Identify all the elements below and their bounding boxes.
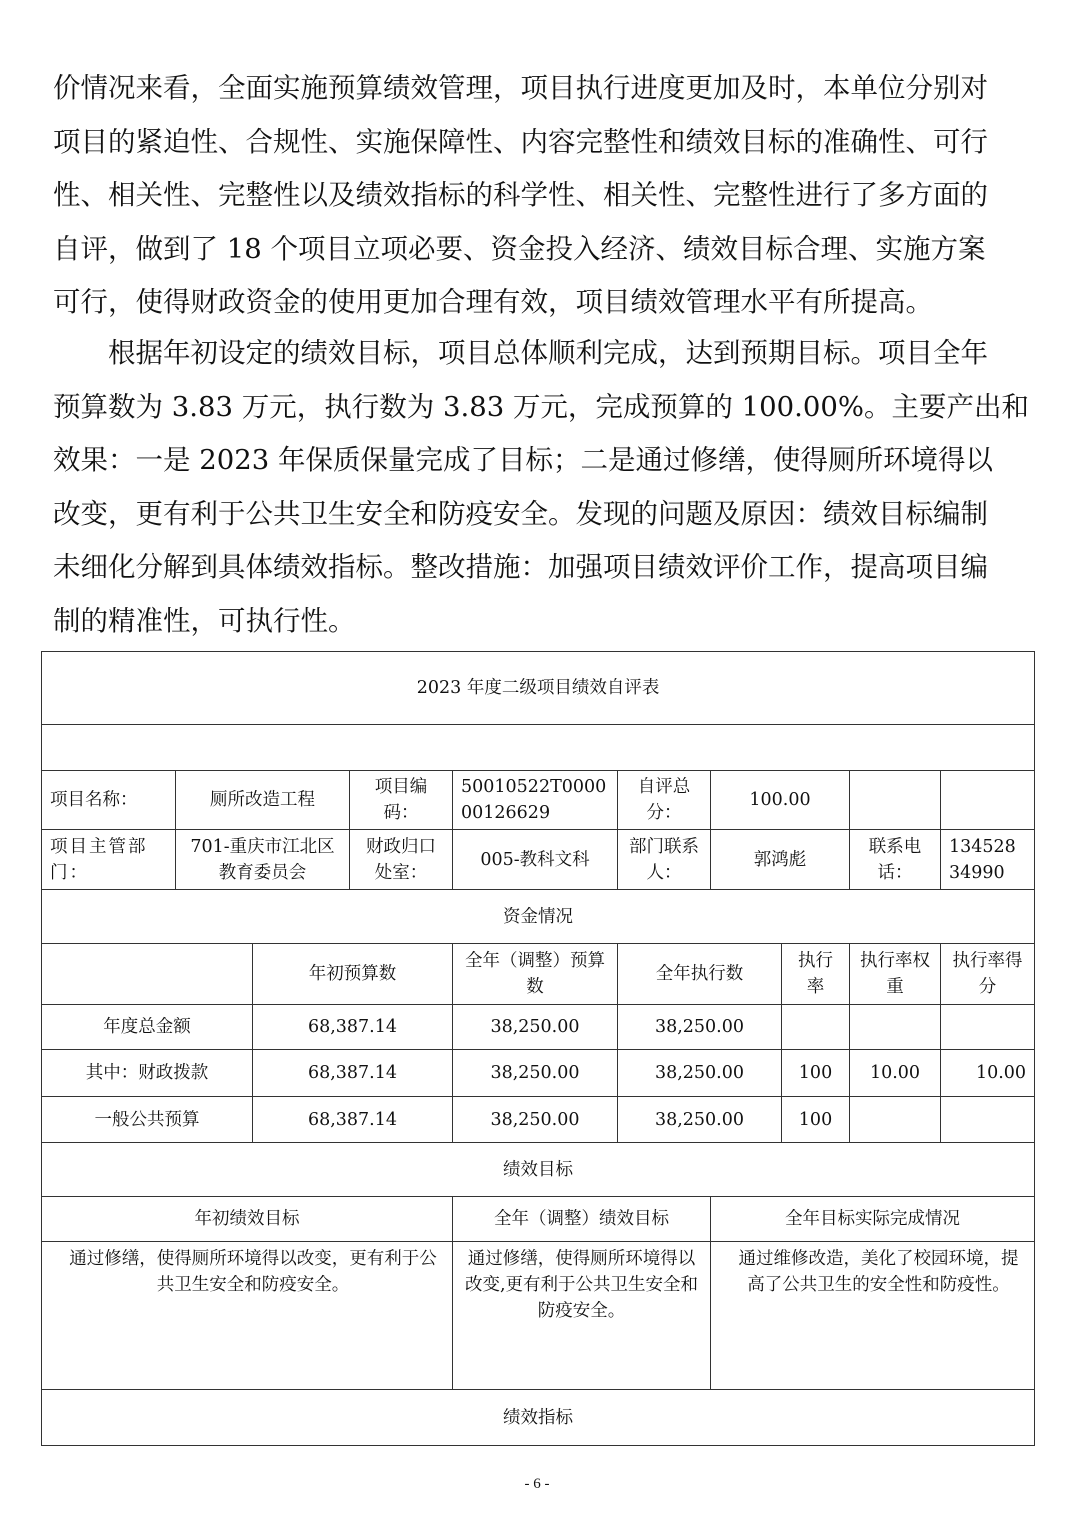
blank-row bbox=[42, 725, 1035, 771]
table-row bbox=[42, 1005, 1035, 1050]
phone-number: 13452834990 bbox=[941, 830, 1035, 890]
text-line: 制的精准性，可执行性。 bbox=[53, 604, 356, 637]
exec-rate: 100 bbox=[782, 1097, 850, 1143]
text-line: 项目的紧迫性、合规性、实施保障性、内容完整性和绩效目标的准确性、可行 bbox=[53, 125, 988, 158]
project-name: 厕所改造工程 bbox=[176, 771, 350, 830]
score-label: 自评总分： bbox=[618, 771, 711, 830]
table-row bbox=[42, 1097, 1035, 1143]
text-line: 预算数为 3.83 万元，执行数为 3.83 万元，完成预算的 100.00%。主要产出和 bbox=[53, 390, 1030, 423]
self-evaluation-table bbox=[41, 651, 1035, 1446]
phone-label: 联系电话： bbox=[850, 830, 941, 890]
goals-section-header: 绩效目标 bbox=[42, 1143, 1035, 1197]
rate-score: 10.00 bbox=[941, 1050, 1035, 1097]
row-label: 其中：财政拨款 bbox=[42, 1050, 253, 1097]
indicators-section-header: 绩效指标 bbox=[42, 1390, 1035, 1446]
text-line: 价情况来看，全面实施预算绩效管理，项目执行进度更加及时，本单位分别对 bbox=[53, 72, 988, 104]
adjusted-budget: 38,250.00 bbox=[453, 1005, 618, 1050]
table-row bbox=[42, 1050, 1035, 1097]
contact-label: 部门联系人： bbox=[618, 830, 711, 890]
project-code-label: 项目编码： bbox=[350, 771, 453, 830]
initial-budget: 68,387.14 bbox=[253, 1005, 453, 1050]
body-paragraph-2 bbox=[53, 327, 1030, 648]
row-label: 一般公共预算 bbox=[42, 1097, 253, 1143]
rate-weight bbox=[850, 1005, 941, 1050]
goal-actual-text: 通过维修改造，美化了校园环境，提高了公共卫生的安全性和防疫性。 bbox=[711, 1242, 1035, 1390]
dept-name: 701-重庆市江北区教育委员会 bbox=[176, 830, 350, 890]
col-rate-score: 执行率得分 bbox=[941, 944, 1035, 1005]
empty-header-cell bbox=[42, 944, 253, 1005]
empty-cell bbox=[850, 771, 941, 830]
goal-adjusted-text: 通过修缮，使得厕所环境得以改变,更有利于公共卫生安全和防疫安全。 bbox=[453, 1242, 711, 1390]
initial-budget: 68,387.14 bbox=[253, 1050, 453, 1097]
executed-amount: 38,250.00 bbox=[618, 1050, 782, 1097]
project-name-label: 项目名称： bbox=[42, 771, 176, 830]
text-line: 根据年初设定的绩效目标，项目总体顺利完成，达到预期目标。项目全年 bbox=[53, 337, 988, 369]
adjusted-budget: 38,250.00 bbox=[453, 1097, 618, 1143]
row-label: 年度总金额 bbox=[42, 1005, 253, 1050]
contact-name: 郭鸿彪 bbox=[711, 830, 850, 890]
col-rate-weight: 执行率权重 bbox=[850, 944, 941, 1005]
executed-amount: 38,250.00 bbox=[618, 1005, 782, 1050]
empty-cell bbox=[941, 771, 1035, 830]
body-paragraph-1 bbox=[53, 62, 1023, 330]
text-line: 自评，做到了 18 个项目立项必要、资金投入经济、绩效目标合理、实施方案 bbox=[53, 232, 986, 265]
rate-weight: 10.00 bbox=[850, 1050, 941, 1097]
exec-rate bbox=[782, 1005, 850, 1050]
text-line: 效果：一是 2023 年保质保量完成了目标；二是通过修缮，使得厕所环境得以 bbox=[53, 444, 993, 476]
finance-office: 005-教科文科 bbox=[453, 830, 618, 890]
col-exec-rate: 执行率 bbox=[782, 944, 850, 1005]
text-line: 可行，使得财政资金的使用更加合理有效，项目绩效管理水平有所提高。 bbox=[53, 286, 933, 318]
dept-label: 项目主管部门： bbox=[42, 830, 176, 890]
funds-section-header: 资金情况 bbox=[42, 890, 1035, 944]
text-line: 性、相关性、完整性以及绩效指标的科学性、相关性、完整性进行了多方面的 bbox=[53, 179, 988, 211]
goal-adjusted-label: 全年（调整）绩效目标 bbox=[453, 1197, 711, 1242]
text-line: 改变，更有利于公共卫生安全和防疫安全。发现的问题及原因：绩效目标编制 bbox=[53, 497, 988, 530]
goal-initial-text: 通过修缮，使得厕所环境得以改变，更有利于公共卫生安全和防疫安全。 bbox=[42, 1242, 453, 1390]
page-number: - 6 - bbox=[524, 1476, 550, 1492]
goal-actual-label: 全年目标实际完成情况 bbox=[711, 1197, 1035, 1242]
exec-rate: 100 bbox=[782, 1050, 850, 1097]
goal-initial-label: 年初绩效目标 bbox=[42, 1197, 453, 1242]
col-executed: 全年执行数 bbox=[618, 944, 782, 1005]
project-code: 50010522T000000126629 bbox=[453, 771, 618, 830]
col-adjusted-budget: 全年（调整）预算数 bbox=[453, 944, 618, 1005]
finance-office-label: 财政归口处室： bbox=[350, 830, 453, 890]
table-title: 2023 年度二级项目绩效自评表 bbox=[42, 652, 1035, 725]
initial-budget: 68,387.14 bbox=[253, 1097, 453, 1143]
text-line: 未细化分解到具体绩效指标。整改措施：加强项目绩效评价工作，提高项目编 bbox=[53, 551, 988, 583]
adjusted-budget: 38,250.00 bbox=[453, 1050, 618, 1097]
self-score: 100.00 bbox=[711, 771, 850, 830]
executed-amount: 38,250.00 bbox=[618, 1097, 782, 1143]
rate-score bbox=[941, 1005, 1035, 1050]
rate-weight bbox=[850, 1097, 941, 1143]
col-initial-budget: 年初预算数 bbox=[253, 944, 453, 1005]
rate-score bbox=[941, 1097, 1035, 1143]
